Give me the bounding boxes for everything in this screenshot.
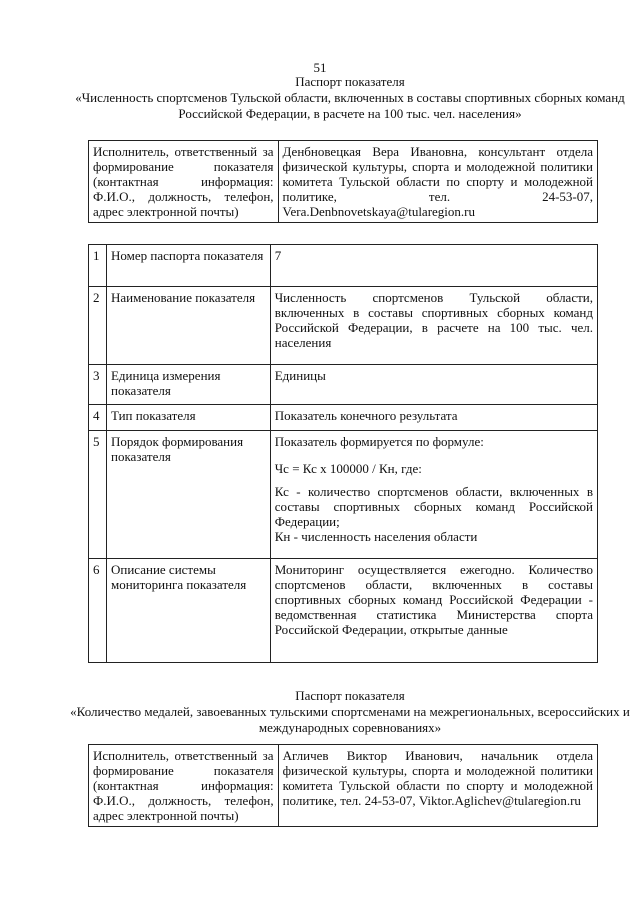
passport-1-title: «Численность спортсменов Тульской области, включенных в составы спортивных сборных команд Российской Федерации, в расчете на 100 тыс. чел. населения» — [75, 90, 625, 121]
row-label: Описание системы мониторинга показателя — [106, 559, 270, 663]
row-value: Единицы — [270, 365, 597, 405]
executor-value: Денбновецкая Вера Ивановна, консультант отдела физической культуры, спорта и молодежной политики комитета Тульской области по спорту и молодежной политике, тел. 24-53-07, Vera.Denbnovetskaya@tularegion.ru — [278, 141, 597, 223]
formula-definition-1: Кс - количество спортсменов области, включенных в составы спортивных сборных команд Российской Федерации; — [274, 484, 593, 529]
row-number: 2 — [89, 287, 107, 365]
row-label: Наименование показателя — [106, 287, 270, 365]
executor-label: Исполнитель, ответственный за формирование показателя (контактная информация: Ф.И.О., должность, телефон, адрес электронной почты) — [89, 141, 279, 223]
row-label: Тип показателя — [106, 405, 270, 431]
row-number: 3 — [89, 365, 107, 405]
row-label: Единица измерения показателя — [106, 365, 270, 405]
row-value: Численность спортсменов Тульской области, включенных в составы спортивных сборных команд Российской Федерации, в расчете на 100 тыс. чел. населения — [270, 287, 597, 365]
row-value: Мониторинг осуществляется ежегодно. Количество спортсменов области, включенных в составы спортивных сборных команд Российской Федерации - ведомственная статистика Министерства спорта Российской Федерации, открытые данные — [270, 559, 597, 663]
executor-label: Исполнитель, ответственный за формирование показателя (контактная информация: Ф.И.О., должность, телефон, адрес электронной почты) — [89, 745, 279, 827]
row-label: Порядок формирования показателя — [106, 431, 270, 559]
executor-row — [89, 745, 598, 827]
table-row — [89, 559, 598, 663]
table-row — [89, 405, 598, 431]
row-label: Номер паспорта показателя — [106, 245, 270, 287]
table-row — [89, 431, 598, 559]
formula-intro: Показатель формируется по формуле: — [274, 434, 484, 449]
passport-2-header — [60, 688, 640, 736]
formula-definition-2: Кн - численность населения области — [274, 529, 478, 544]
passport-1-rows-table — [88, 244, 598, 663]
page-number: 51 — [313, 60, 327, 75]
executor-value: Агличев Виктор Иванович, начальник отдела физической культуры, спорта и молодежной политики комитета Тульской области по спорту и молодежной политике, тел. 24-53-07, Viktor.Aglichev@tularegion.ru — [278, 745, 597, 827]
passport-2-title: «Количество медалей, завоеванных тульскими спортсменами на межрегиональных, всероссийских и международных соревнованиях» — [70, 704, 630, 735]
row-number: 5 — [89, 431, 107, 559]
passport-2-heading: Паспорт показателя — [295, 688, 405, 703]
table-row — [89, 365, 598, 405]
executor-row — [89, 141, 598, 223]
passport-1-table — [88, 140, 598, 223]
row-number: 6 — [89, 559, 107, 663]
row-number: 4 — [89, 405, 107, 431]
passport-1-heading: Паспорт показателя — [295, 74, 405, 89]
row-number: 1 — [89, 245, 107, 287]
row-value: 7 — [270, 245, 597, 287]
row-value: Показатель конечного результата — [270, 405, 597, 431]
table-row — [89, 245, 598, 287]
table-row — [89, 287, 598, 365]
passport-2-table — [88, 744, 598, 827]
formula: Чс = Кс x 100000 / Кн, где: — [274, 461, 422, 476]
passport-1-header — [60, 74, 640, 122]
row-value — [270, 431, 597, 559]
